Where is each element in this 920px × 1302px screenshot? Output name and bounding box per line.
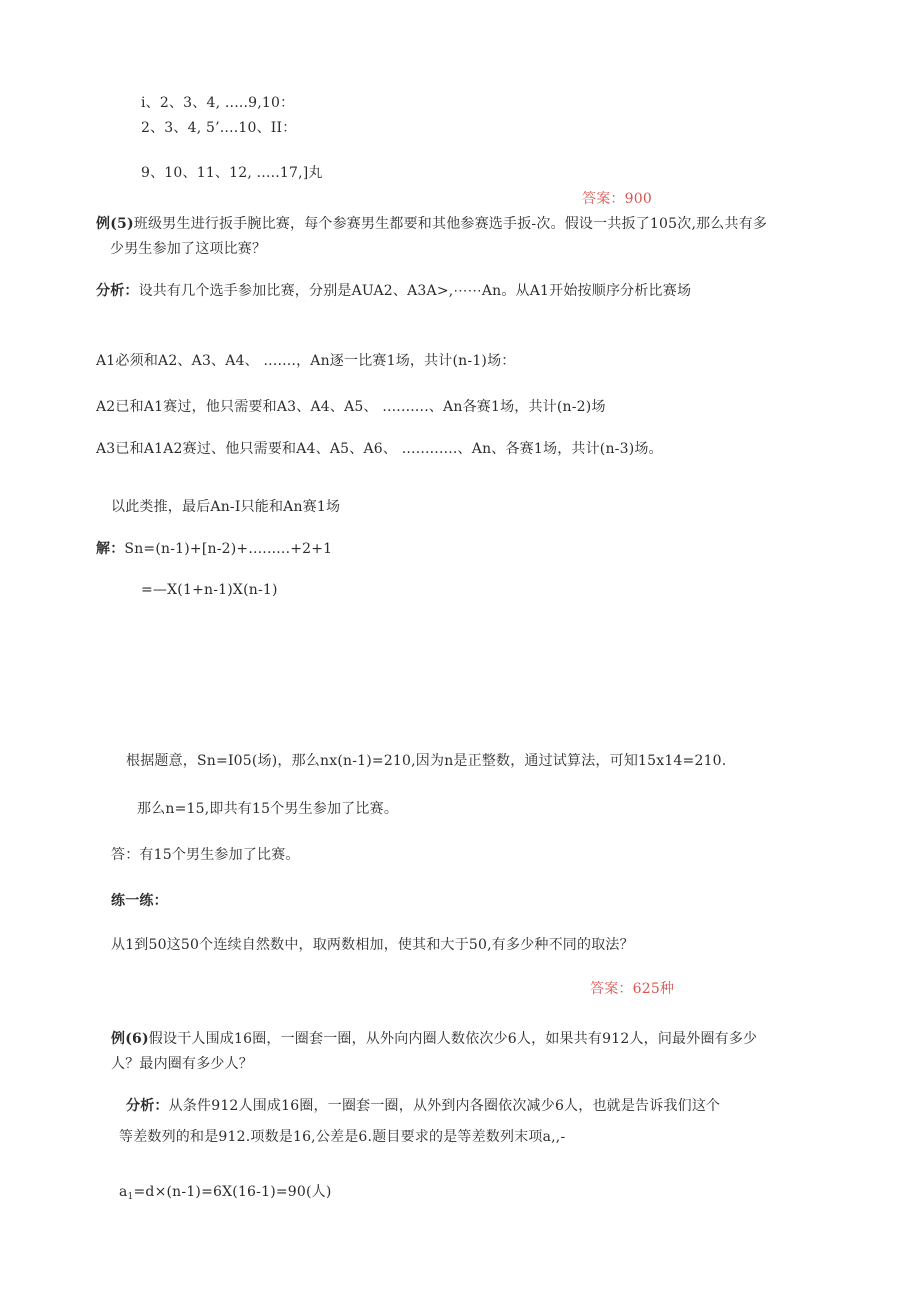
practice-question: 从1到50这50个连续自然数中，取两数相加，使其和大于50,有多少种不同的取法？	[111, 937, 634, 953]
solution-line-1	[96, 540, 332, 558]
analysis-2-line-2: 等差数列的和是912.项数是16,公差是6.题目要求的是等差数列末项a,,-	[119, 1129, 566, 1145]
answer-900: 答案：900	[582, 191, 652, 207]
line-a1: A1必须和A2、A3、A4、 .......，An逐一比赛1场，共计(n-1)场：	[96, 353, 516, 369]
example-5-line-1	[96, 215, 767, 233]
formula-subscript: 1	[127, 1192, 134, 1202]
analysis-2-line-1	[126, 1097, 720, 1115]
solution-line-2: =—X(1+n-1)X(n-1)	[141, 582, 278, 598]
example-5-text-1: 班级男生进行扳手腕比赛，每个参赛男生都要和其他参赛选手扳-次。假设一共扳了105次,那么共有多	[133, 216, 768, 232]
analysis-1	[96, 282, 691, 300]
answer-625: 答案：625种	[590, 981, 675, 997]
example-6-line-2: 人？最内圈有多少人？	[111, 1056, 253, 1072]
formula-line	[119, 1183, 332, 1206]
example-6-text-1: 假设干人围成16圈，一圈套一圈，从外向内圈人数依次少6人，如果共有912人，问最外圈有多少	[148, 1031, 758, 1047]
sequence-line-3: 9、10、11、12, .....17,]丸	[141, 165, 323, 181]
solution-text: Sn=(n-1)+[n-2)+.........+2+1	[124, 541, 333, 557]
line-a3: A3已和A1A2赛过、他只需要和A4、A5、A6、 ............、An、各赛1场，共计(n-3)场。	[96, 441, 663, 457]
answer-statement: 答：有15个男生参加了比赛。	[111, 847, 300, 863]
analysis-2-text-1: 从条件912人围成16圈，一圈套一圈，从外到内各圈依次减少6人，也就是告诉我们这个	[168, 1098, 721, 1114]
analysis-1-text: 设共有几个选手参加比赛，分别是AUA2、A3A>,⋯⋯An。从A1开始按顺序分析比赛场	[138, 283, 692, 299]
sequence-line-2: 2、3、4, 5’....10、II：	[141, 120, 297, 136]
example-5-line-2: 少男生参加了这项比赛？	[110, 241, 267, 257]
line-a2: A2已和A1赛过，他只需要和A3、A4、A5、 ..........、An各赛1场，共计(n-2)场	[96, 399, 606, 415]
sequence-line-1: i、2、3、4, .....9,10：	[141, 95, 295, 111]
analysis-2-label: 分析：	[126, 1098, 169, 1114]
example-6-label: 例(6)	[111, 1031, 149, 1047]
solution-label: 解：	[96, 541, 125, 557]
example-5-label: 例(5)	[96, 216, 134, 232]
practice-label: 练一练：	[111, 893, 168, 909]
paragraph-2: 那么n=15,即共有15个男生参加了比赛。	[137, 801, 399, 817]
inference-line: 以此类推，最后An-I只能和An赛1场	[111, 499, 341, 515]
analysis-1-label: 分析：	[96, 283, 139, 299]
paragraph-1: 根据题意，Sn=I05(场)，那么nx(n-1)=210,因为n是正整数，通过试算法，可知15x14=210.	[126, 753, 727, 769]
formula-rest: =d×(n-1)=6X(16-1)=90(人)	[133, 1184, 332, 1200]
example-6-line-1	[111, 1030, 757, 1048]
formula-a: a	[119, 1184, 128, 1200]
